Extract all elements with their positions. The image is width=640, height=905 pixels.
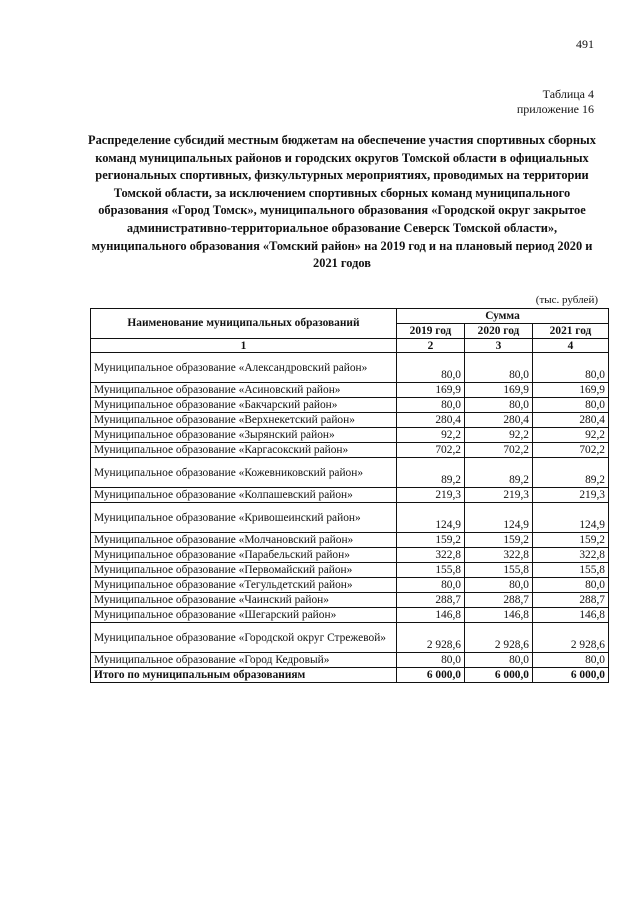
row-2019-cell: 280,4: [397, 413, 465, 428]
column-number: 2: [397, 339, 465, 353]
row-2020-cell: 80,0: [465, 578, 533, 593]
row-name-cell: Муниципальное образование «Александровский район»: [91, 353, 397, 383]
row-2021-cell: 80,0: [533, 578, 609, 593]
row-name-cell: Муниципальное образование «Бакчарский район»: [91, 398, 397, 413]
row-2021-cell: 2 928,6: [533, 623, 609, 653]
page-number: 491: [576, 37, 594, 51]
row-2020-cell: 702,2: [465, 443, 533, 458]
row-name-cell: Муниципальное образование «Кривошеинский район»: [91, 503, 397, 533]
row-name-cell: Муниципальное образование «Город Кедровый»: [91, 653, 397, 668]
row-2019-cell: 80,0: [397, 578, 465, 593]
row-name-cell: Муниципальное образование «Зырянский район»: [91, 428, 397, 443]
row-2020-cell: 155,8: [465, 563, 533, 578]
row-2019-cell: 159,2: [397, 533, 465, 548]
row-2021-cell: 80,0: [533, 353, 609, 383]
table-row: [91, 653, 609, 668]
row-2020-cell: 159,2: [465, 533, 533, 548]
table-row: [91, 443, 609, 458]
row-2020-cell: 280,4: [465, 413, 533, 428]
row-2019-cell: 219,3: [397, 488, 465, 503]
row-name-cell: Муниципальное образование «Тегульдетский район»: [91, 578, 397, 593]
row-name-cell: Муниципальное образование «Каргасокский район»: [91, 443, 397, 458]
row-2019-cell: 322,8: [397, 548, 465, 563]
table-row: [91, 488, 609, 503]
row-2020-cell: 89,2: [465, 458, 533, 488]
document-title: Распределение субсидий местным бюджетам на обеспечение участия спортивных сборных команд муниципальных районов и городских округов Томской области в официальных региональных спортивных, физкультурных мероприятиях, проводимых на территории Томской области, за исключением спортивных сборных команд муниципального образования «Город Томск», муниципального образования «Городской округ закрытое административно-территориальное образование Северск Томской области», муниципального образования «Томский район» на 2019 год и на плановый период 2020 и 2021 годов: [88, 133, 596, 271]
header-year-2020: 2020 год: [465, 324, 533, 339]
row-2020-cell: 2 928,6: [465, 623, 533, 653]
subsidy-table: [90, 308, 609, 683]
row-2019-cell: 169,9: [397, 383, 465, 398]
row-name-cell: Муниципальное образование «Городской округ Стрежевой»: [91, 623, 397, 653]
table-row: [91, 533, 609, 548]
row-2021-cell: 89,2: [533, 458, 609, 488]
table-row: [91, 503, 609, 533]
row-2019-cell: 2 928,6: [397, 623, 465, 653]
row-2021-cell: 702,2: [533, 443, 609, 458]
row-2021-cell: 92,2: [533, 428, 609, 443]
row-2021-cell: 169,9: [533, 383, 609, 398]
header-year-2019: 2019 год: [397, 324, 465, 339]
table-row: [91, 563, 609, 578]
row-name-cell: Муниципальное образование «Кожевниковский район»: [91, 458, 397, 488]
row-2020-cell: 169,9: [465, 383, 533, 398]
table-row: [91, 383, 609, 398]
table-label-line: Таблица 4: [542, 87, 594, 101]
row-2021-cell: 288,7: [533, 593, 609, 608]
row-2021-cell: 155,8: [533, 563, 609, 578]
row-2020-cell: 124,9: [465, 503, 533, 533]
row-2019-cell: 80,0: [397, 398, 465, 413]
column-number: 3: [465, 339, 533, 353]
row-name-cell: Муниципальное образование «Шегарский район»: [91, 608, 397, 623]
table-label-line: приложение 16: [516, 102, 594, 116]
header-sum: Сумма: [397, 309, 609, 324]
row-2020-cell: 80,0: [465, 353, 533, 383]
row-name-cell: Муниципальное образование «Молчановский район»: [91, 533, 397, 548]
total-2020-cell: 6 000,0: [465, 668, 533, 683]
total-2021-cell: 6 000,0: [533, 668, 609, 683]
row-2021-cell: 146,8: [533, 608, 609, 623]
row-2021-cell: 159,2: [533, 533, 609, 548]
column-number: 4: [533, 339, 609, 353]
row-2019-cell: 702,2: [397, 443, 465, 458]
row-2019-cell: 89,2: [397, 458, 465, 488]
table-row: [91, 413, 609, 428]
row-2021-cell: 80,0: [533, 398, 609, 413]
table-row: [91, 608, 609, 623]
table-row: [91, 458, 609, 488]
row-2019-cell: 288,7: [397, 593, 465, 608]
row-2020-cell: 219,3: [465, 488, 533, 503]
row-name-cell: Муниципальное образование «Колпашевский район»: [91, 488, 397, 503]
header-year-2021: 2021 год: [533, 324, 609, 339]
row-2021-cell: 219,3: [533, 488, 609, 503]
table-label: [517, 87, 594, 117]
total-name-cell: Итого по муниципальным образованиям: [91, 668, 397, 683]
total-row: [91, 668, 609, 683]
row-2020-cell: 288,7: [465, 593, 533, 608]
row-2019-cell: 80,0: [397, 353, 465, 383]
header-name: Наименование муниципальных образований: [91, 309, 397, 339]
table-row: [91, 428, 609, 443]
row-2019-cell: 155,8: [397, 563, 465, 578]
row-2020-cell: 146,8: [465, 608, 533, 623]
table-row: [91, 578, 609, 593]
table-body: [91, 353, 609, 683]
row-2021-cell: 124,9: [533, 503, 609, 533]
row-2019-cell: 146,8: [397, 608, 465, 623]
total-2019-cell: 6 000,0: [397, 668, 465, 683]
row-2019-cell: 92,2: [397, 428, 465, 443]
table-row: [91, 353, 609, 383]
row-name-cell: Муниципальное образование «Верхнекетский район»: [91, 413, 397, 428]
row-2019-cell: 80,0: [397, 653, 465, 668]
units-note: (тыс. рублей): [535, 294, 598, 306]
row-name-cell: Муниципальное образование «Чаинский район»: [91, 593, 397, 608]
row-2020-cell: 322,8: [465, 548, 533, 563]
row-2019-cell: 124,9: [397, 503, 465, 533]
column-number: 1: [91, 339, 397, 353]
row-name-cell: Муниципальное образование «Первомайский район»: [91, 563, 397, 578]
table-row: [91, 548, 609, 563]
table-row: [91, 398, 609, 413]
row-2020-cell: 92,2: [465, 428, 533, 443]
row-2021-cell: 280,4: [533, 413, 609, 428]
table-row: [91, 593, 609, 608]
table-row: [91, 623, 609, 653]
row-2020-cell: 80,0: [465, 653, 533, 668]
row-name-cell: Муниципальное образование «Парабельский район»: [91, 548, 397, 563]
row-name-cell: Муниципальное образование «Асиновский район»: [91, 383, 397, 398]
row-2020-cell: 80,0: [465, 398, 533, 413]
row-2021-cell: 322,8: [533, 548, 609, 563]
row-2021-cell: 80,0: [533, 653, 609, 668]
